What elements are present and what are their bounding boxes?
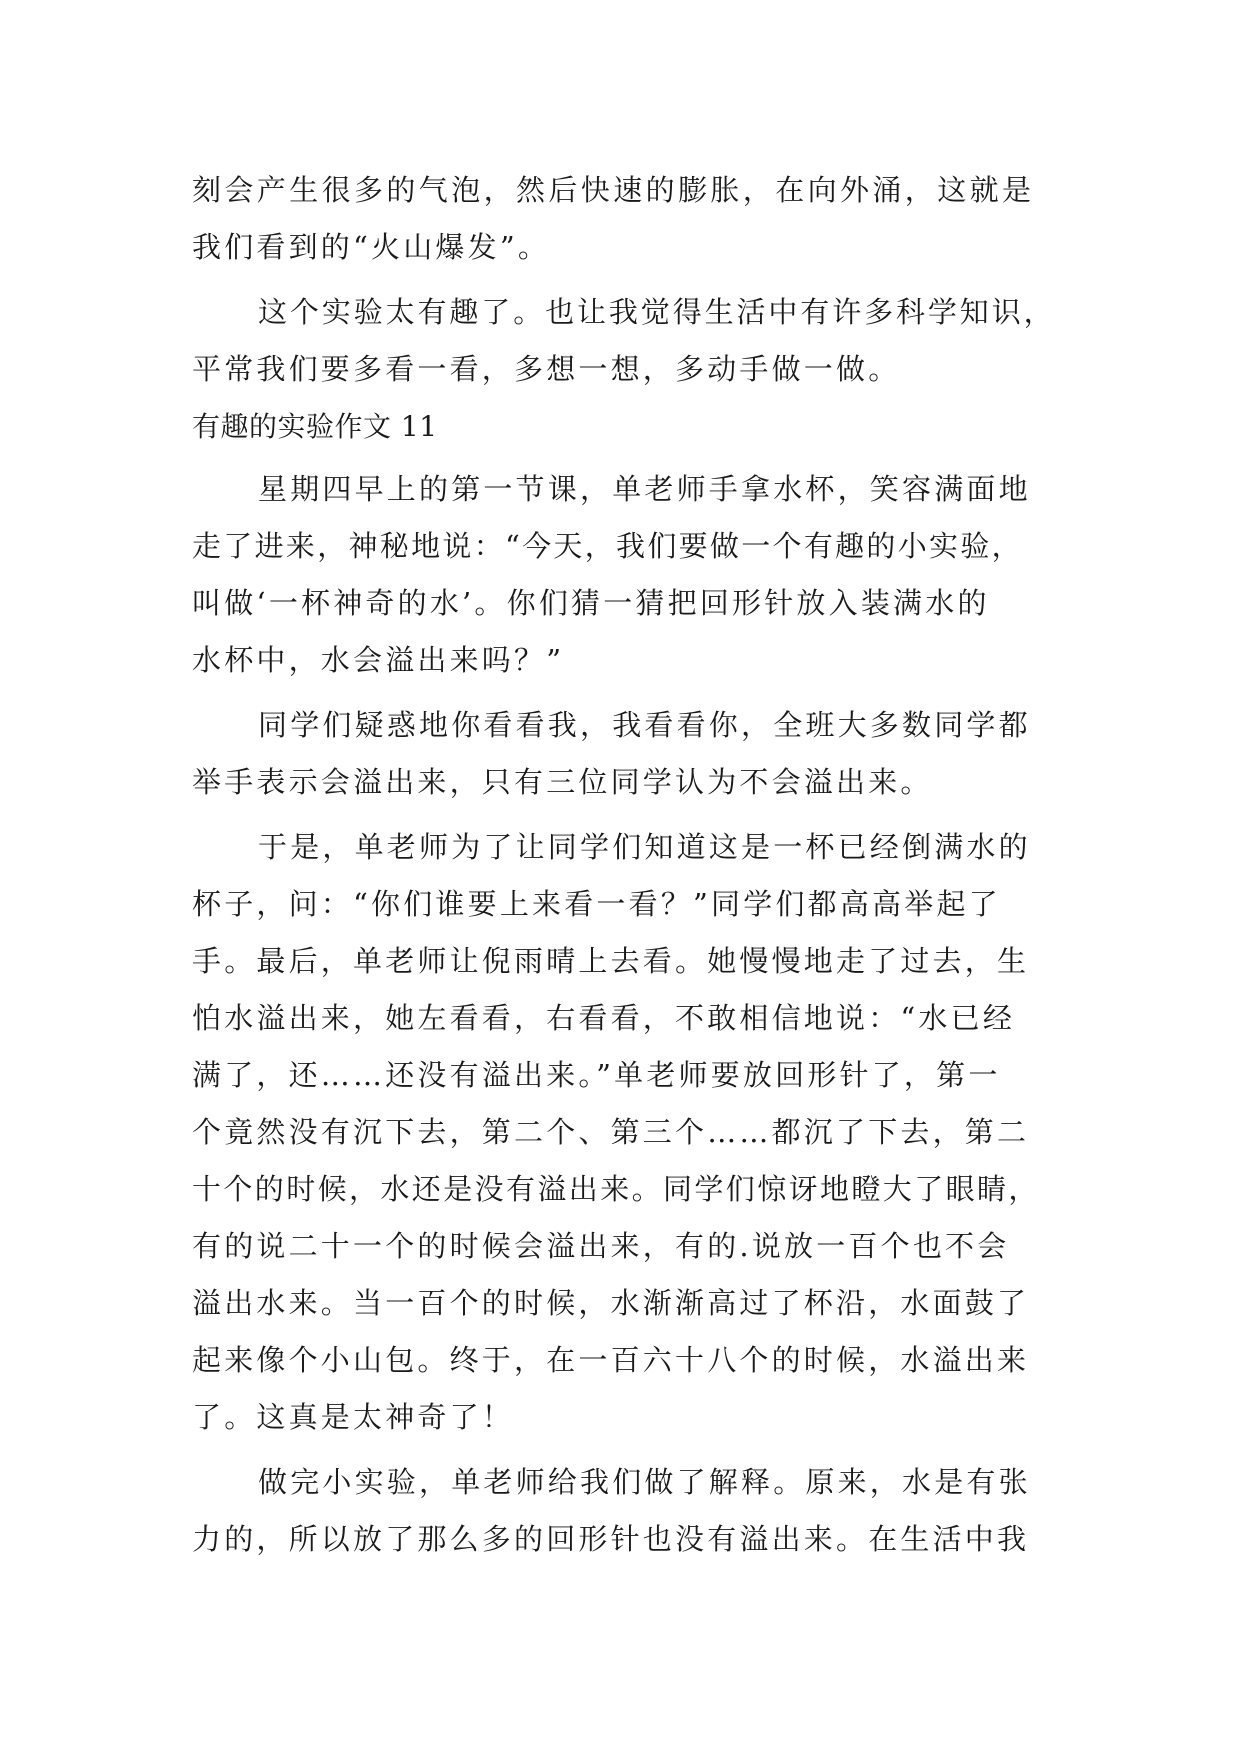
text-line: 怕水溢出来，她左看看，右看看，不敢相信地说：“水已经 — [192, 1001, 1016, 1035]
text-line: 力的，所以放了那么多的回形针也没有溢出来。在生活中我 — [192, 1522, 1030, 1556]
text-line: 满了，还……还没有溢出来。”单老师要放回形针了，第一 — [192, 1058, 1001, 1092]
text-line: 十个的时候，水还是没有溢出来。同学们惊讶地瞪大了眼睛， — [192, 1172, 1040, 1206]
paragraph-start-line: 于是，单老师为了让同学们知道这是一杯已经倒满水的 — [258, 830, 1031, 864]
paragraph-start-line: 做完小实验，单老师给我们做了解释。原来，水是有张 — [258, 1465, 1031, 1499]
text-line: 有的说二十一个的时候会溢出来，有的.说放一百个也不会 — [192, 1229, 1010, 1263]
text-line: 叫做‘一杯神奇的水’。你们猜一猜把回形针放入装满水的 — [192, 586, 990, 620]
document-body — [192, 162, 1092, 1568]
text-line: 溢出水来。当一百个的时候，水渐渐高过了杯沿，水面鼓了 — [192, 1286, 1030, 1320]
paragraph-start-line: 这个实验太有趣了。也让我觉得生活中有许多科学知识， — [258, 295, 1056, 329]
text-line: 杯子，问：“你们谁要上来看一看？”同学们都高高举起了 — [192, 887, 1001, 921]
section-heading: 有趣的实验作文 11 — [192, 410, 438, 443]
text-line: 我们看到的“火山爆发”。 — [192, 230, 551, 264]
text-line: 了。这真是太神奇了！ — [192, 1400, 515, 1434]
text-line: 刻会产生很多的气泡，然后快速的膨胀，在向外涌，这就是 — [192, 173, 1035, 207]
text-line: 起来像个小山包。终于，在一百六十八个的时候，水溢出来 — [192, 1343, 1030, 1377]
text-line: 水杯中，水会溢出来吗？” — [192, 643, 565, 677]
text-line: 平常我们要多看一看，多想一想，多动手做一做。 — [192, 352, 901, 386]
text-line: 举手表示会溢出来，只有三位同学认为不会溢出来。 — [192, 765, 933, 799]
text-line: 走了进来，神秘地说：“今天，我们要做一个有趣的小实验， — [192, 529, 1023, 563]
paragraph-start-line: 星期四早上的第一节课，单老师手拿水杯，笑容满面地 — [258, 472, 1031, 506]
text-line: 个竟然没有沉下去，第二个、第三个……都沉了下去，第二 — [192, 1115, 1030, 1149]
paragraph-start-line: 同学们疑惑地你看看我，我看看你，全班大多数同学都 — [258, 708, 1031, 742]
text-line: 手。最后，单老师让倪雨晴上去看。她慢慢地走了过去，生 — [192, 944, 1030, 978]
